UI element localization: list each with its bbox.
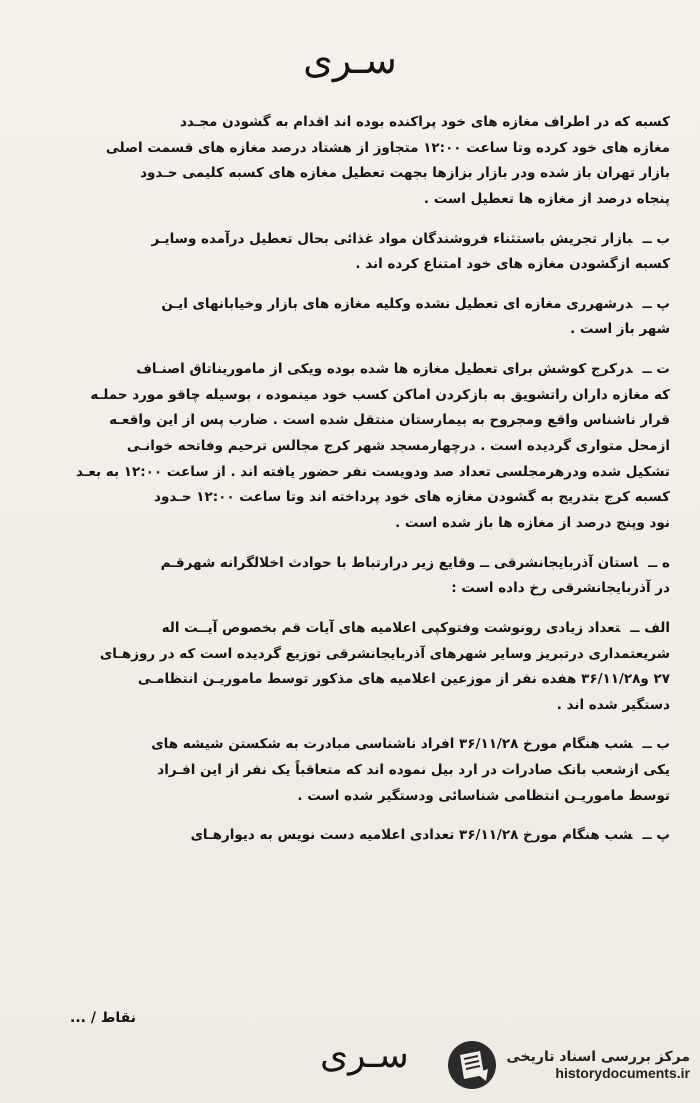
- line-text: تعداد زیادی رونوشت وفتوکپی اعلامیه های آیات قم بخصوص آیــت اله: [161, 619, 621, 636]
- line-text: بازار تهران باز شده ودر بازار بزازها بجهت تعطیل مغازه های کسبه کلیمی حـدود: [140, 165, 670, 182]
- text-line: [40, 511, 670, 537]
- text-line: [40, 758, 670, 784]
- item-marker: ه ــ: [648, 554, 670, 571]
- line-text: درشهرری مغازه ای تعطیل نشده وکلیه مغازه های بازار وخیابانهای ایـن: [161, 295, 633, 312]
- text-line: [40, 667, 670, 693]
- continuation-note: نقاط / ...: [70, 1010, 136, 1026]
- watermark-url: historydocuments.ir: [555, 1065, 690, 1081]
- item-marker: ب ــ: [642, 736, 670, 753]
- archive-watermark: [446, 1039, 690, 1091]
- paragraph: [40, 551, 670, 602]
- text-line: [40, 460, 670, 486]
- text-line: [40, 434, 670, 460]
- line-text: کسبه ازگشودن مغازه های خود امتناع کرده اند .: [355, 256, 670, 273]
- line-text: شهر باز است .: [570, 321, 670, 338]
- text-line: [40, 110, 670, 136]
- text-line: [40, 616, 670, 642]
- text-line: [40, 784, 670, 810]
- text-line: [40, 252, 670, 278]
- item-marker: الف ــ: [630, 619, 670, 636]
- line-text: قرار ناشناس واقع ومجروح به بیمارستان منتقل شده است . ضارب پس از این واقعـه: [109, 412, 670, 429]
- text-line: [40, 485, 670, 511]
- line-text: درکرج کوشش برای تعطیل مغازه ها شده بوده ویکی از ماموریناتاق اصنـاف: [136, 361, 633, 378]
- line-text: ازمحل متواری گردیده است . درچهارمسجد شهر کرج مجالس ترحیم وفاتحه خوانـی: [126, 438, 670, 455]
- paragraph: [40, 110, 670, 213]
- watermark-title: مرکز بررسی اسناد تاریخی: [506, 1049, 690, 1065]
- text-line: [40, 823, 670, 849]
- line-text: نود وپنج درصد از مغازه ها باز شده است .: [395, 514, 670, 531]
- item-marker: پ ــ: [642, 295, 670, 312]
- line-text: که مغازه داران راتشویق به بازکردن اماکن کسب خود مینموده ، بوسیله چاقو مورد حملـه: [90, 386, 670, 403]
- text-line: [40, 383, 670, 409]
- classification-stamp-top: سـری: [303, 38, 397, 82]
- item-marker: پ ــ: [642, 827, 670, 844]
- classification-stamp-bottom: سـری: [320, 1035, 409, 1076]
- text-line: [40, 136, 670, 162]
- text-line: [40, 357, 670, 383]
- text-line: [40, 292, 670, 318]
- text-line: [40, 693, 670, 719]
- line-text: کسبه که در اطراف مغازه های خود پراکنده بوده اند اقدام به گشودن مجـدد: [179, 114, 670, 130]
- document-scroll-icon: [446, 1039, 498, 1091]
- text-line: [40, 161, 670, 187]
- watermark-text: [506, 1049, 690, 1081]
- text-line: [40, 732, 670, 758]
- line-text: دستگیر شده اند .: [556, 696, 670, 713]
- line-text: در آذربایجانشرقی رخ داده است :: [451, 580, 670, 597]
- paragraph: [40, 616, 670, 719]
- line-text: تشکیل شده ودرهرمجلسی تعداد صد ودویست نفر حضور یافته اند . از ساعت ۱۲:۰۰ به بعـد: [75, 463, 670, 480]
- line-text: یکی ازشعب بانک صادرات در ارد بیل نموده اند که متعاقباً یک نفر از این افـراد: [157, 762, 670, 779]
- paragraph: [40, 227, 670, 278]
- line-text: شریعتمداری درتبریز وسایر شهرهای آذربایجانشرقی توزیع گردیده است که در روزهـای: [99, 645, 670, 662]
- line-text: بازار تجریش باستثناء فروشندگان مواد غذائی بحال تعطیل درآمده وسایـر: [151, 230, 633, 247]
- line-text: استان آذربایجانشرقی ــ وقایع زیر درارتباط با حوادث اخلالگرانه شهرقـم: [160, 554, 639, 571]
- document-body: [40, 110, 670, 863]
- line-text: مغازه های خود کرده وتا ساعت ۱۲:۰۰ متجاوز از هشتاد درصد مغازه های قسمت اصلی: [105, 139, 670, 156]
- text-line: [40, 408, 670, 434]
- line-text: توسط ماموریـن انتظامی شناسائی ودستگیر شده است .: [297, 787, 670, 804]
- item-marker: ب ــ: [642, 230, 670, 247]
- item-marker: ت ــ: [642, 361, 670, 378]
- line-text: کسبه کرج بتدریج به گشودن مغازه های خود پرداخته اند وتا ساعت ۱۲:۰۰ حـدود: [154, 489, 670, 506]
- text-line: [40, 551, 670, 577]
- text-line: [40, 187, 670, 213]
- paragraph: [40, 292, 670, 343]
- paragraph: [40, 357, 670, 536]
- text-line: [40, 576, 670, 602]
- line-text: پنجاه درصد از مغازه ها تعطیل است .: [423, 190, 670, 207]
- line-text: ۲۷ و۳۶/۱۱/۲۸ هفده نفر از موزعین اعلامیه های مذکور توسط ماموریـن انتظامـی: [137, 671, 670, 688]
- line-text: شب هنگام مورخ ۳۶/۱۱/۲۸ تعدادی اعلامیه دست نویس به دیوارهـای: [190, 827, 633, 844]
- paragraph: [40, 823, 670, 849]
- text-line: [40, 227, 670, 253]
- text-line: [40, 317, 670, 343]
- paragraph: [40, 732, 670, 809]
- line-text: شب هنگام مورخ ۳۶/۱۱/۲۸ افراد ناشناسی مبادرت به شکستن شیشه های: [151, 736, 633, 753]
- text-line: [40, 642, 670, 668]
